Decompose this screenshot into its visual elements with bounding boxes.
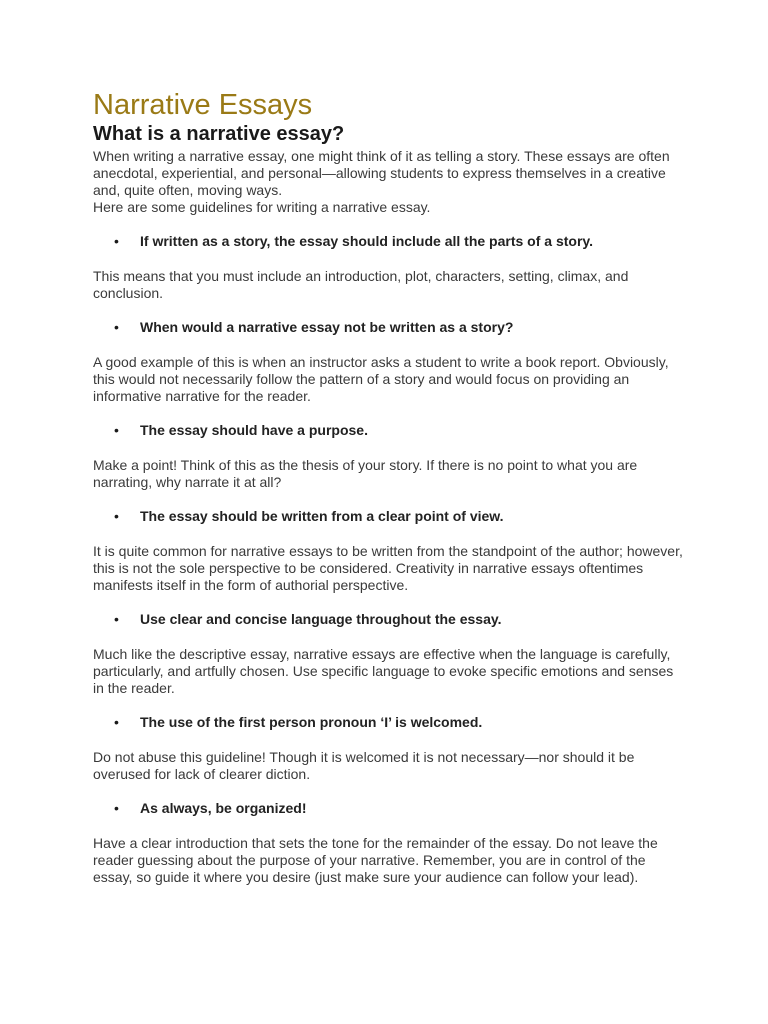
guideline-heading: The essay should have a purpose. [140, 422, 368, 438]
guideline-bullet [93, 611, 683, 628]
guideline-bullet [93, 422, 683, 439]
bullet-icon: • [114, 319, 119, 335]
bullet-icon: • [114, 508, 119, 524]
document-page [93, 88, 683, 886]
guideline-body: This means that you must include an introduction, plot, characters, setting, climax, and conclusion. [93, 268, 629, 301]
bullet-icon: • [114, 800, 119, 816]
document-subtitle: What is a narrative essay? [93, 123, 345, 145]
guideline-heading: As always, be organized! [140, 800, 307, 816]
guideline-body: Have a clear introduction that sets the tone for the remainder of the essay. Do not leave the reader guessing about the purpose of your narrative. Remember, you are in control of the essay, so guide it where you desire (just make sure your audience can follow your lead). [93, 835, 658, 885]
bullet-icon: • [114, 233, 119, 249]
guideline-heading: The essay should be written from a clear point of view. [140, 508, 504, 524]
guideline-body: It is quite common for narrative essays to be written from the standpoint of the author; however, this is not the sole perspective to be considered. Creativity in narrative essays oftentimes manifests itself in the form of authorial perspective. [93, 543, 683, 593]
guideline-heading: When would a narrative essay not be written as a story? [140, 319, 514, 335]
intro-guidelines-line: Here are some guidelines for writing a narrative essay. [93, 199, 431, 215]
guideline-body: A good example of this is when an instructor asks a student to write a book report. Obviously, this would not necessarily follow the pattern of a story and would focus on providing an informative narrative for the reader. [93, 354, 669, 404]
guideline-bullet [93, 714, 683, 731]
guideline-bullet [93, 508, 683, 525]
bullet-icon: • [114, 714, 119, 730]
guideline-body: Make a point! Think of this as the thesis of your story. If there is no point to what you are narrating, why narrate it at all? [93, 457, 638, 490]
guideline-heading: If written as a story, the essay should include all the parts of a story. [140, 233, 594, 249]
bullet-icon: • [114, 611, 119, 627]
guideline-body: Much like the descriptive essay, narrative essays are effective when the language is carefully, particularly, and artfully chosen. Use specific language to evoke specific emotions and senses in the reader. [93, 646, 674, 696]
document-title: Narrative Essays [93, 89, 313, 121]
bullet-icon: • [114, 422, 119, 438]
guideline-heading: The use of the first person pronoun ‘I’ is welcomed. [140, 714, 483, 730]
guideline-bullet [93, 233, 683, 250]
guideline-bullet [93, 319, 683, 336]
guideline-body: Do not abuse this guideline! Though it is welcomed it is not necessary—nor should it be overused for lack of clearer diction. [93, 749, 635, 782]
guideline-bullet [93, 800, 683, 817]
intro-paragraph: When writing a narrative essay, one might think of it as telling a story. These essays are often anecdotal, experiential, and personal—allowing students to express themselves in a creative and, quite often, moving ways. [93, 148, 670, 198]
guideline-heading: Use clear and concise language throughout the essay. [140, 611, 502, 627]
